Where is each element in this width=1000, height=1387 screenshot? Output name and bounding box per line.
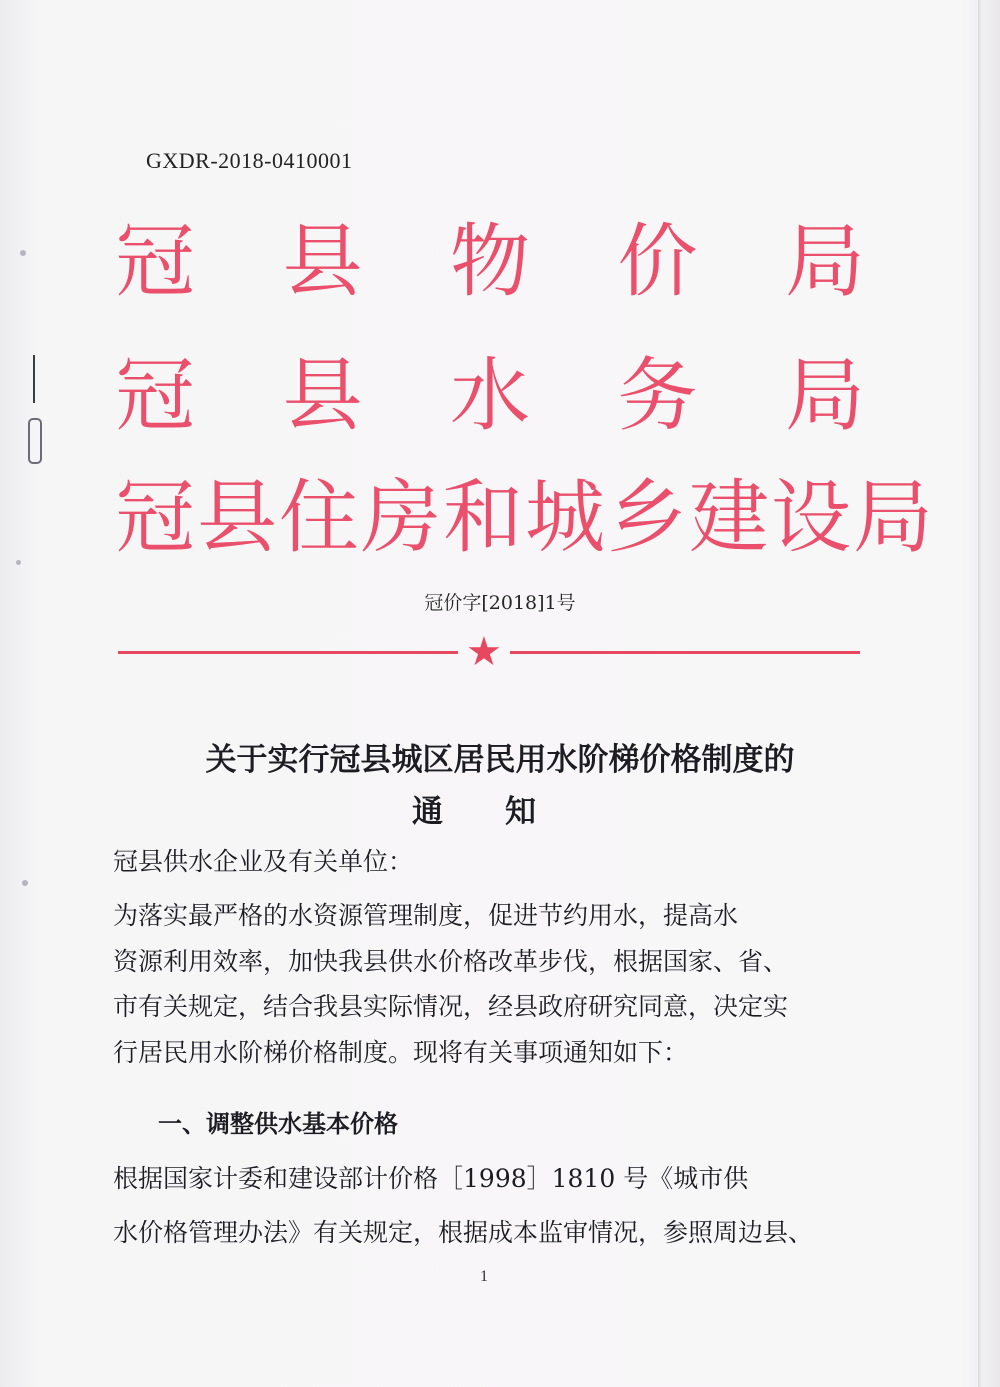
- staple-icon: [28, 418, 42, 464]
- star-icon: ★: [466, 629, 502, 675]
- page-number: 1: [480, 1268, 488, 1285]
- red-divider-left: [118, 651, 458, 654]
- paragraph-intro: [113, 893, 873, 1075]
- issuing-agency-price-bureau: 冠 县 物 价 局: [115, 215, 865, 308]
- page-edge: [978, 0, 982, 1387]
- paragraph-line: 根据国家计委和建设部计价格［1998］1810 号《城市供: [113, 1164, 749, 1193]
- issuing-agency-housing-bureau: 冠 县 住 房 和 城 乡 建 设 局: [115, 471, 935, 564]
- paragraph-line: 为落实最严格的水资源管理制度，促进节约用水，提高水: [113, 901, 739, 930]
- paper-speck: [22, 880, 28, 886]
- notice-title: [0, 734, 1000, 838]
- addressee: 冠县供水企业及有关单位：: [113, 847, 414, 876]
- issuing-agency-water-bureau: 冠 县 水 务 局: [115, 349, 865, 442]
- title-line-1: 关于实行冠县城区居民用水阶梯价格制度的: [205, 742, 795, 778]
- paragraph-section-1: [113, 1152, 873, 1260]
- binding-mark: [33, 355, 35, 403]
- paragraph-line: 水价格管理办法》有关规定，根据成本监审情况，参照周边县、: [113, 1218, 814, 1247]
- paragraph-line: 资源利用效率，加快我县供水价格改革步伐，根据国家、省、: [113, 946, 789, 976]
- document-code: GXDR-2018-0410001: [146, 148, 353, 173]
- paragraph-line: 行居民用水阶梯价格制度。现将有关事项通知如下：: [113, 1037, 689, 1067]
- section-heading: 一、调整供水基本价格: [158, 1110, 398, 1138]
- paper-speck: [16, 560, 21, 565]
- title-line-2: 通知: [412, 794, 598, 830]
- paper-speck: [20, 250, 26, 256]
- paragraph-line: 市有关规定，结合我县实际情况，经县政府研究同意，决定实: [113, 992, 789, 1021]
- red-divider-right: [510, 651, 860, 654]
- document-number: 冠价字[2018]1号: [424, 592, 576, 614]
